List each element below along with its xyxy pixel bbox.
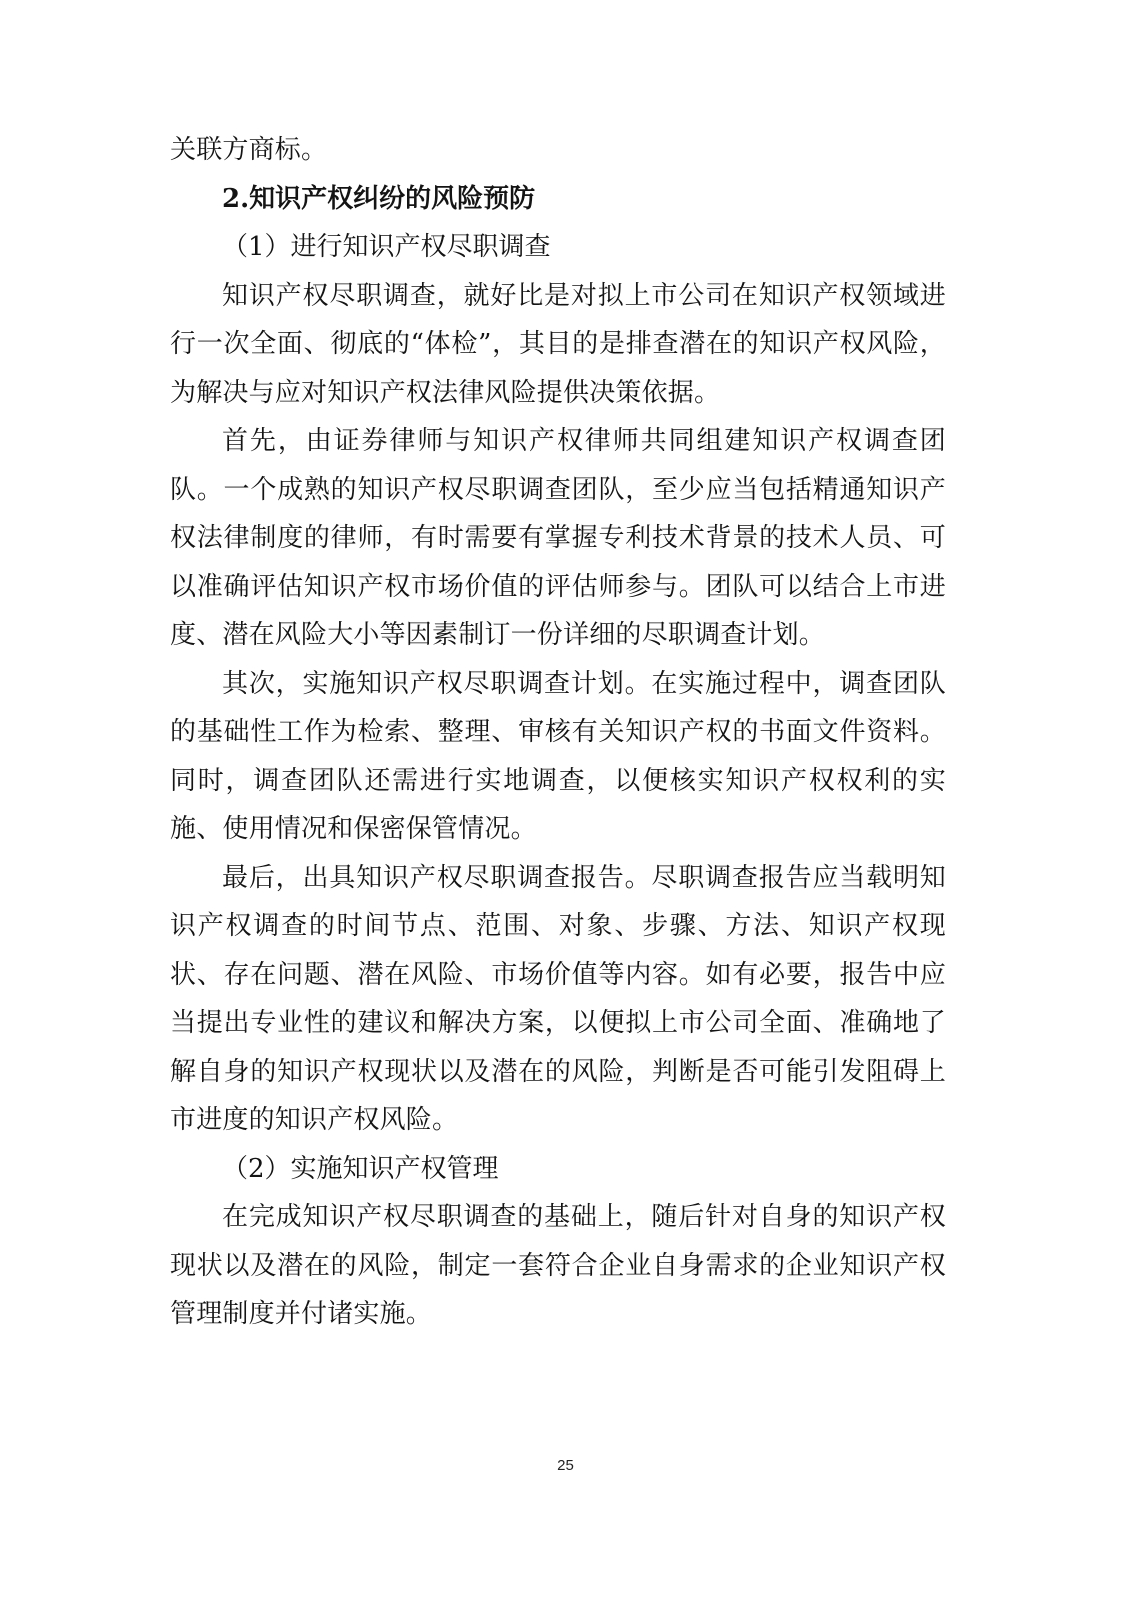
page-number: 25 [557,1457,574,1474]
paragraph-first-step: 首先，由证券律师与知识产权律师共同组建知识产权调查团队。一个成熟的知识产权尽职调查团队，至少应当包括精通知识产权法律制度的律师，有时需要有掌握专利技术背景的技术人员、可以准确评估知识产权市场价值的评估师参与。团队可以结合上市进度、潜在风险大小等因素制订一份详细的尽职调查计划。 [170,426,946,650]
subsection-title-1: （1）进行知识产权尽职调查 [222,232,551,262]
page-body [170,126,946,1339]
section-heading: 2.知识产权纠纷的风险预防 [222,183,536,214]
paragraph-due-diligence-intro: 知识产权尽职调查，就好比是对拟上市公司在知识产权领域进行一次全面、彻底的“体检”，其目的是排查潜在的知识产权风险，为解决与应对知识产权法律风险提供决策依据。 [170,280,946,408]
paragraph-ip-management: 在完成知识产权尽职调查的基础上，随后针对自身的知识产权现状以及潜在的风险，制定一套符合企业自身需求的企业知识产权管理制度并付诸实施。 [170,1202,946,1329]
paragraph-second-step: 其次，实施知识产权尽职调查计划。在实施过程中，调查团队的基础性工作为检索、整理、审核有关知识产权的书面文件资料。同时，调查团队还需进行实地调查，以便核实知识产权权利的实施、使用情况和保密保管情况。 [170,668,946,844]
continuation-text: 关联方商标。 [170,135,328,165]
paragraph-final-step: 最后，出具知识产权尽职调查报告。尽职调查报告应当载明知识产权调查的时间节点、范围、对象、步骤、方法、知识产权现状、存在问题、潜在风险、市场价值等内容。如有必要，报告中应当提出专业性的建议和解决方案，以便拟上市公司全面、准确地了解自身的知识产权现状以及潜在的风险，判断是否可能引发阻碍上市进度的知识产权风险。 [170,862,946,1135]
subsection-title-2: （2）实施知识产权管理 [222,1153,499,1184]
